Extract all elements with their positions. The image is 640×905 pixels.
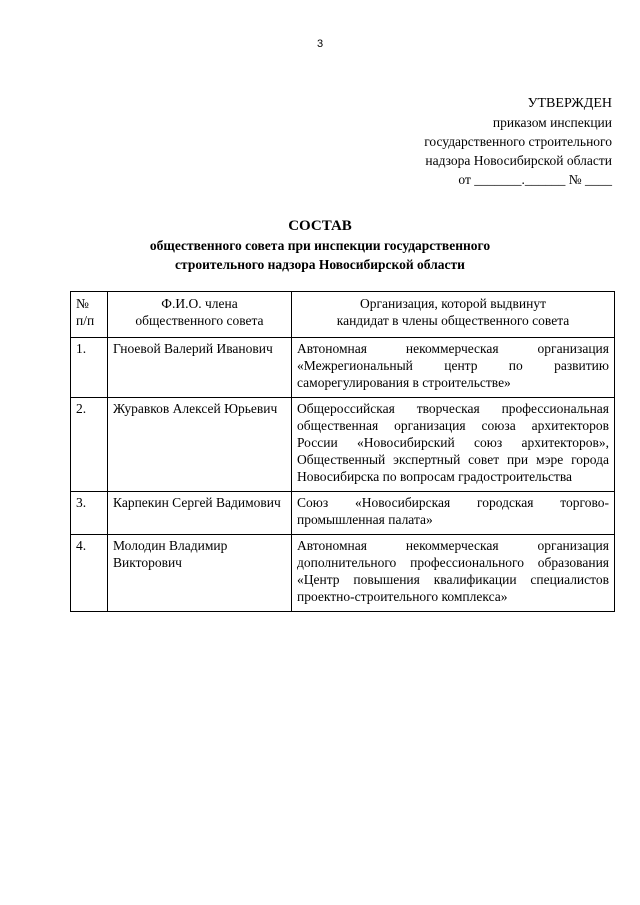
cell-organization: Союз «Новосибирская городская торгово-промышленная палата»	[292, 492, 615, 535]
cell-name: Гноевой Валерий Иванович	[108, 338, 292, 398]
cell-number: 4.	[71, 535, 108, 612]
cell-organization: Автономная некоммерческая организация дополнительного профессионального образования «Центр повышения квалификации специалистов проектно-строительного комплекса»	[292, 535, 615, 612]
approval-line: приказом инспекции	[492, 115, 612, 130]
cell-name: Молодин Владимир Викторович	[108, 535, 292, 612]
header-number: № п/п	[71, 292, 108, 338]
table-row	[71, 535, 615, 612]
approval-line: надзора Новосибирской области	[425, 153, 612, 168]
approval-line: государственного строительного	[424, 134, 612, 149]
cell-organization: Общероссийская творческая профессиональная общественная организация союза архитекторов России «Новосибирский союз архитекторов», Общественный экспертный совет при мэре города Новосибирска по вопросам градостроительства	[292, 398, 615, 492]
table-header-row	[71, 292, 615, 338]
cell-number: 1.	[71, 338, 108, 398]
table-row	[71, 338, 615, 398]
cell-number: 3.	[71, 492, 108, 535]
cell-name: Журавков Алексей Юрьевич	[108, 398, 292, 492]
page-number: 3	[316, 38, 324, 50]
members-table	[70, 291, 615, 612]
document-subtitle-line: строительного надзора Новосибирской области	[175, 257, 465, 272]
document-heading	[0, 216, 640, 274]
document-subtitle-line: общественного совета при инспекции государственного	[149, 238, 491, 253]
header-organization: Организация, которой выдвинут кандидат в члены общественного совета	[292, 292, 615, 338]
header-name: Ф.И.О. члена общественного совета	[108, 292, 292, 338]
cell-organization: Автономная некоммерческая организация «Межрегиональный центр по развитию саморегулирования в строительстве»	[292, 338, 615, 398]
table-row	[71, 492, 615, 535]
approval-date-line: от _______.______ № ____	[458, 172, 612, 187]
cell-name: Карпекин Сергей Вадимович	[108, 492, 292, 535]
approval-title: УТВЕРЖДЕН	[527, 96, 612, 111]
approval-stamp	[424, 94, 612, 189]
table-row	[71, 398, 615, 492]
document-title: СОСТАВ	[288, 218, 352, 234]
cell-number: 2.	[71, 398, 108, 492]
